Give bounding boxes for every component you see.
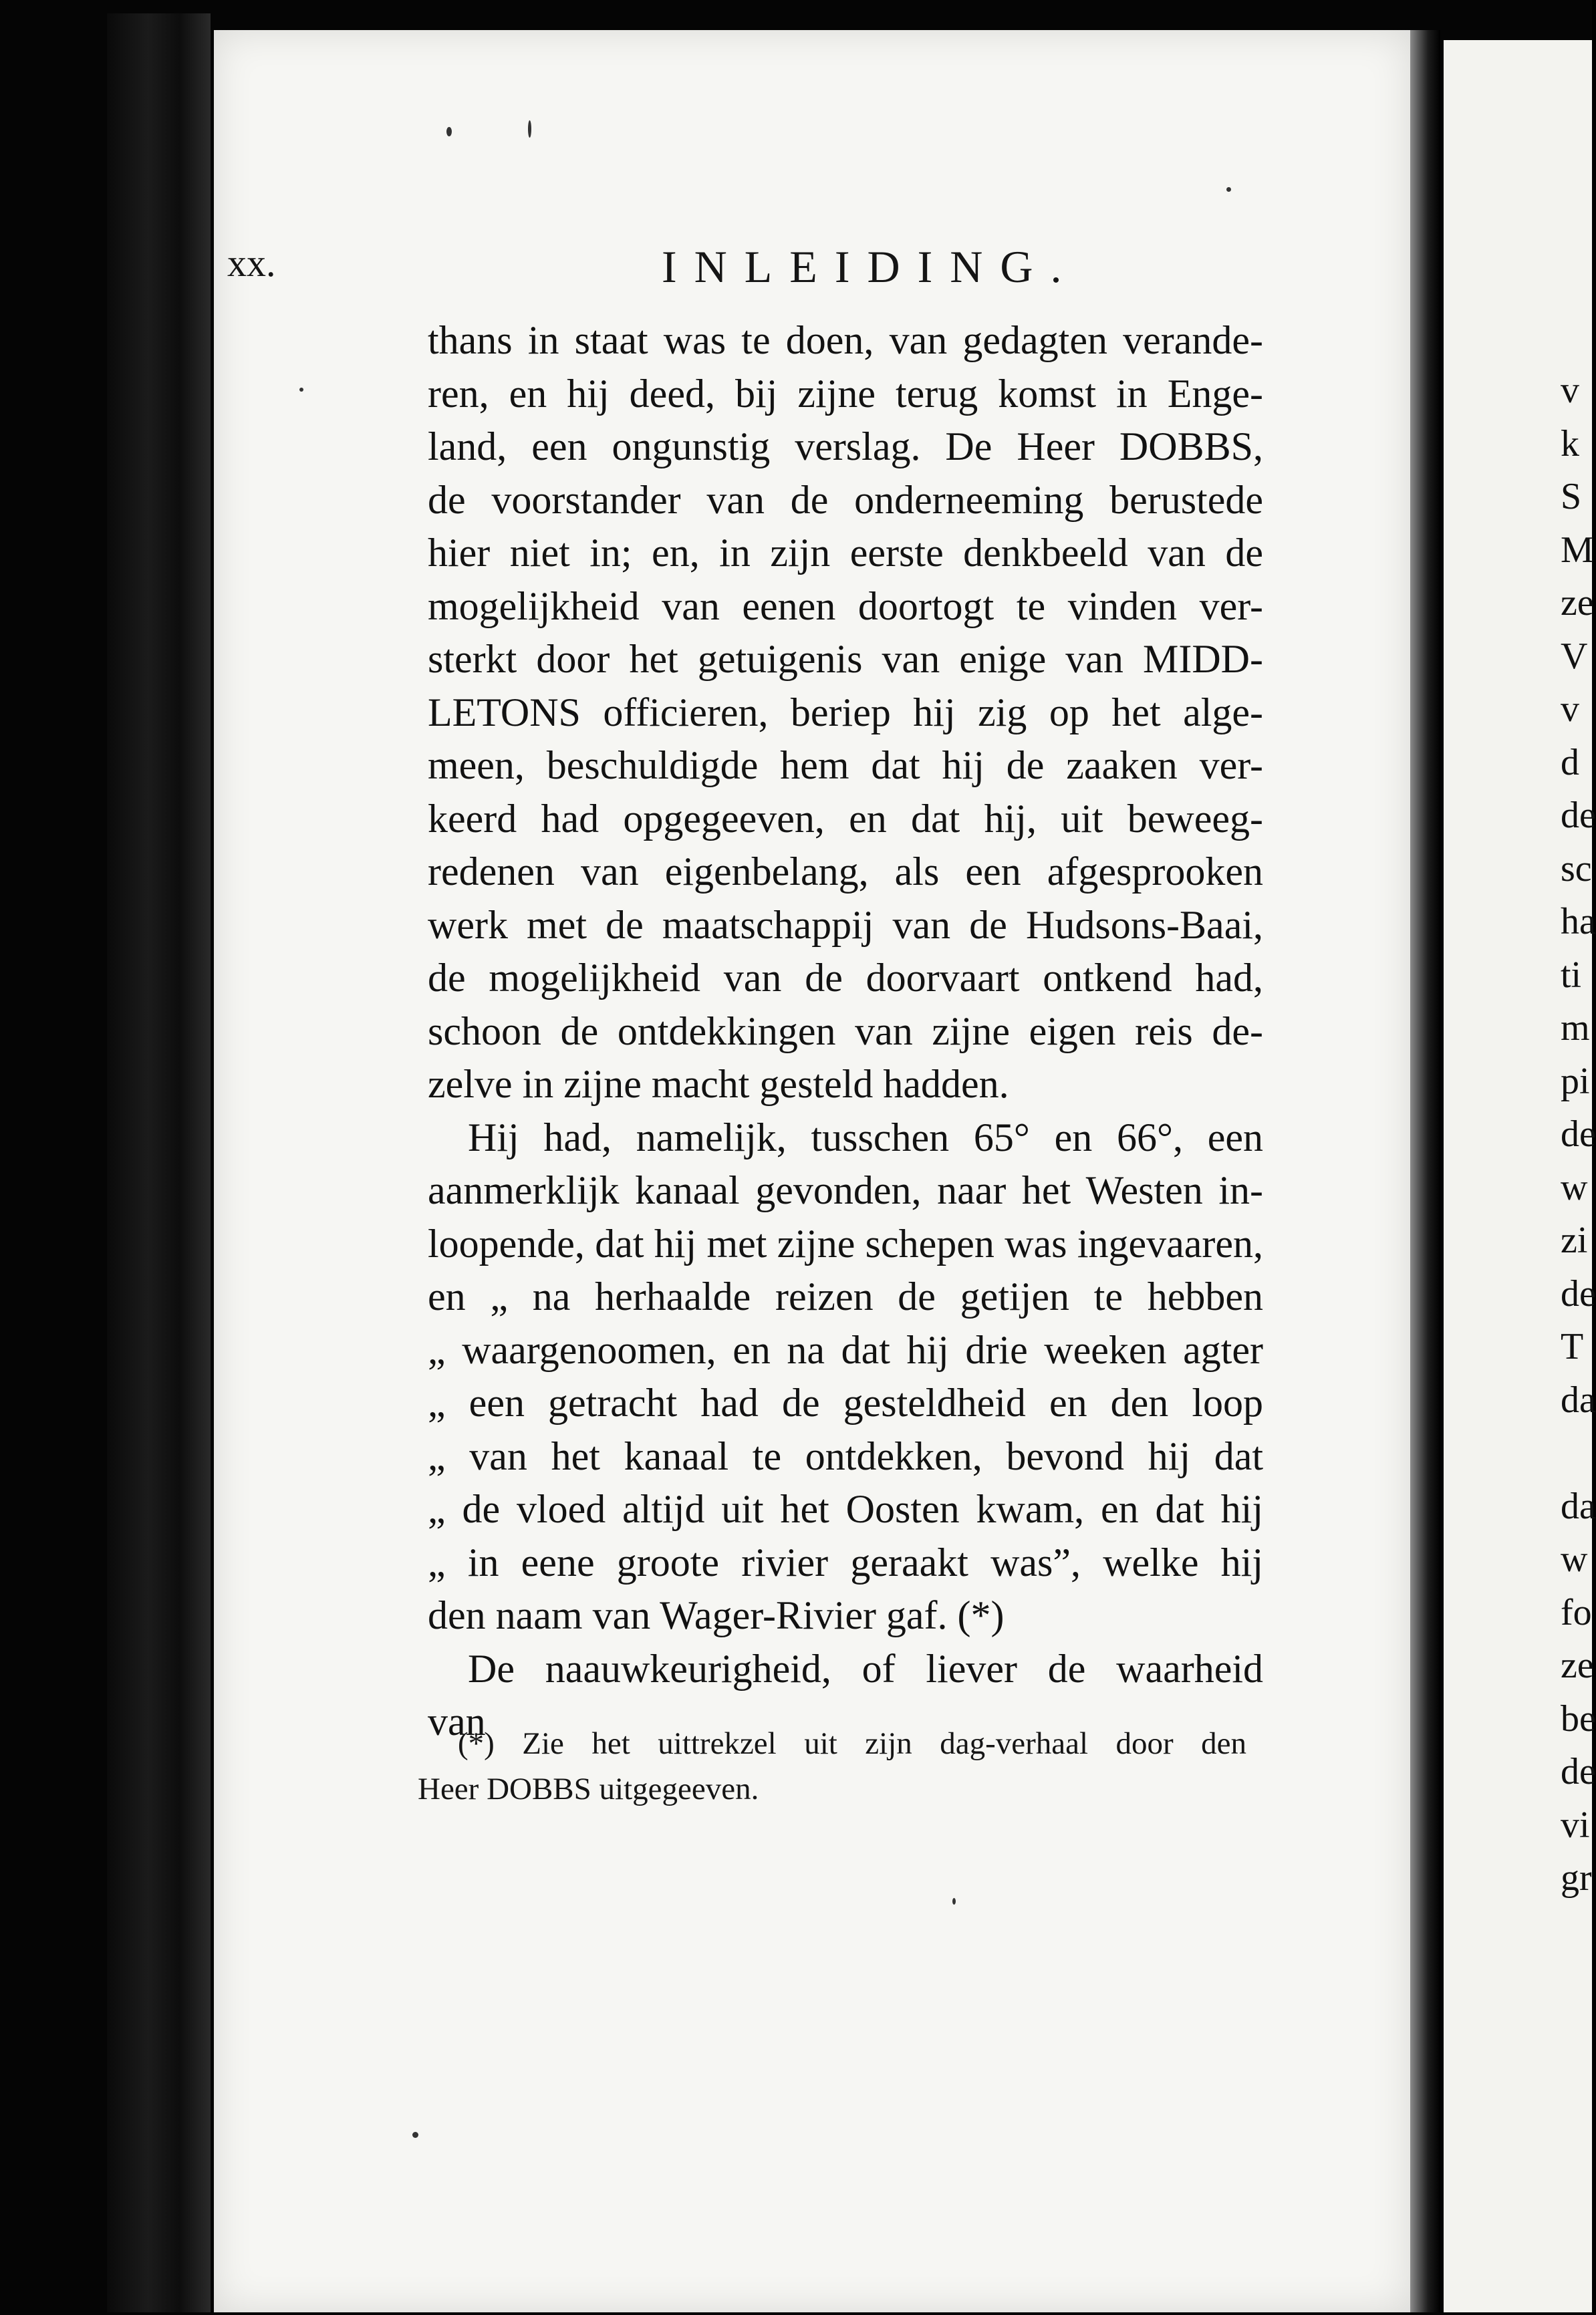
facing-page-text-fragments — [1561, 364, 1596, 1905]
body-line: „ waargenoomen, en na dat hij drie weeken agter — [428, 1327, 1263, 1372]
facing-fragment: fo — [1561, 1591, 1592, 1633]
facing-fragment — [1561, 1427, 1592, 1480]
body-line: de voorstander van de onderneeming berustede — [428, 477, 1263, 522]
body-line: „ de vloed altijd uit het Oosten kwam, en dat hij — [428, 1487, 1263, 1531]
body-line: aanmerklijk kanaal gevonden, naar het Westen in- — [428, 1168, 1263, 1212]
facing-fragment: T — [1561, 1326, 1584, 1367]
facing-fragment: de — [1561, 1751, 1596, 1792]
body-line: „ een getracht had de gesteldheid en den loop — [428, 1381, 1263, 1425]
facing-fragment: w — [1561, 1166, 1588, 1208]
body-line: keerd had opgegeeven, en dat hij, uit beweeg- — [428, 796, 1263, 841]
facing-fragment: k — [1561, 422, 1579, 464]
facing-fragment: ze — [1561, 1645, 1594, 1686]
body-line: „ van het kanaal te ontdekken, bevond hij dat — [428, 1434, 1263, 1478]
body-line: den naam van Wager-Rivier gaf. (*) — [428, 1593, 1005, 1637]
facing-fragment: ti — [1561, 954, 1582, 996]
facing-fragment: vi — [1561, 1804, 1590, 1846]
body-line: Hij had, namelijk, tusschen 65° en 66°, een — [468, 1115, 1263, 1160]
body-line: De naauwkeurigheid, of liever de waarheid — [468, 1646, 1263, 1691]
facing-fragment: sc — [1561, 847, 1592, 890]
paper-speck — [412, 2132, 418, 2138]
body-line: LETONS officieren, beriep hij zig op het alge- — [428, 690, 1263, 734]
body-line: meen, beschuldigde hem dat hij de zaaken ver- — [428, 743, 1263, 787]
footnote — [418, 1721, 1246, 1812]
facing-fragment: ze — [1561, 582, 1594, 624]
body-line: de mogelijkheid van de doorvaart ontkend had, — [428, 956, 1263, 1000]
body-line: mogelijkheid van eenen doortogt te vinden ver- — [428, 583, 1263, 628]
facing-fragment: ha — [1561, 901, 1596, 942]
body-line: hier niet in; en, in zijn eerste denkbeeld van de — [428, 531, 1263, 575]
body-line: schoon de ontdekkingen van zijne eigen reis de- — [428, 1008, 1263, 1053]
footnote-line: Heer DOBBS uitgegeeven. — [418, 1772, 759, 1806]
facing-fragment: de — [1561, 1272, 1596, 1315]
facing-fragment: d — [1561, 741, 1579, 783]
facing-fragment: de — [1561, 795, 1596, 836]
paper-speck — [528, 120, 531, 138]
body-line: land, een ongunstig verslag. De Heer DOBBS, — [428, 424, 1263, 468]
facing-fragment: M — [1561, 529, 1594, 571]
facing-fragment: be — [1561, 1697, 1596, 1740]
body-line: ren, en hij deed, bij zijne terug komst in Enge- — [428, 371, 1263, 416]
facing-fragment: gr — [1561, 1857, 1592, 1899]
facing-fragment: de — [1561, 1113, 1596, 1155]
body-line: zelve in zijne macht gesteld hadden. — [428, 1062, 1009, 1106]
paper-speck — [446, 127, 452, 136]
body-line: en „ na herhaalde reizen de getijen te hebben — [428, 1274, 1263, 1319]
body-line: loopende, dat hij met zijne schepen was ingevaaren, — [428, 1221, 1263, 1266]
running-head: INLEIDING. — [662, 241, 1079, 292]
body-text — [428, 314, 1263, 1749]
body-line: redenen van eigenbelang, als een afgesprooken — [428, 849, 1263, 894]
facing-fragment: w — [1561, 1538, 1588, 1580]
paper-speck — [299, 388, 303, 392]
footnote-line: (*) Zie het uittrekzel uit zijn dag-verhaal door den — [458, 1726, 1246, 1761]
catchword: van — [428, 1699, 486, 1744]
paper-speck — [1226, 187, 1231, 192]
facing-fragment: S — [1561, 476, 1582, 517]
facing-fragment: V — [1561, 635, 1588, 677]
facing-fragment: da — [1561, 1379, 1596, 1421]
facing-fragment: m — [1561, 1007, 1590, 1049]
body-line: sterkt door het getuigenis van enige van MIDD- — [428, 637, 1263, 681]
facing-fragment: da — [1561, 1485, 1596, 1527]
facing-fragment: pi — [1561, 1060, 1590, 1102]
facing-fragment: v — [1561, 370, 1579, 411]
body-line: thans in staat was te doen, van gedagten verande- — [428, 318, 1263, 362]
book-binding-edge — [107, 13, 211, 2312]
body-line: „ in eene groote rivier geraakt was”, welke hij — [428, 1540, 1263, 1585]
page-gutter-shadow — [1410, 30, 1440, 2312]
page-number: xx. — [227, 241, 276, 285]
facing-fragment: v — [1561, 688, 1579, 730]
facing-fragment: zi — [1561, 1220, 1588, 1261]
body-line: werk met de maatschappij van de Hudsons-Baai, — [428, 902, 1263, 947]
paper-speck — [952, 1898, 956, 1905]
